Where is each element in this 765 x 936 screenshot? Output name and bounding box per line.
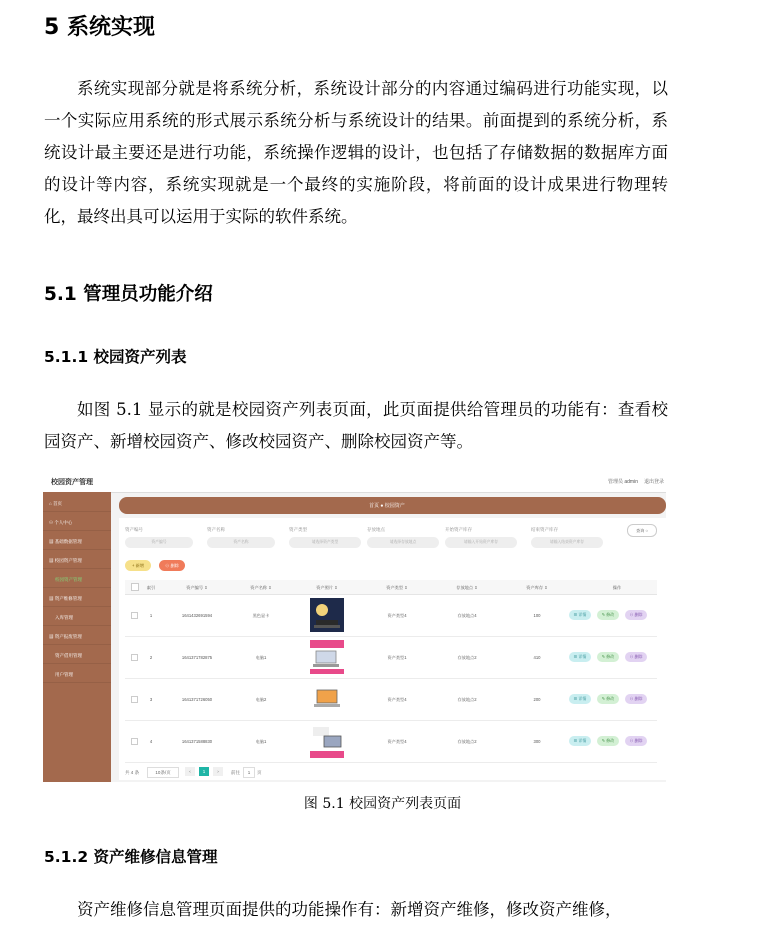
sidebar-subitem-stock-in[interactable]: 入库管理	[43, 609, 111, 626]
asset-photo	[310, 598, 344, 632]
next-page-button[interactable]: ›	[213, 767, 223, 776]
edit-button[interactable]: ✎ 修改	[597, 610, 619, 620]
filter-select-type[interactable]: 请选择资产类型	[289, 537, 361, 548]
sidebar-item-assets[interactable]: ▦ 校园资产管理	[43, 552, 111, 569]
grid-icon: ▦	[49, 539, 55, 544]
detail-button[interactable]: ☰ 详情	[569, 610, 591, 620]
row-type: 资产类型1	[387, 655, 407, 660]
add-button[interactable]: + 新增	[125, 560, 151, 571]
asset-photo	[310, 640, 344, 674]
row-index: 3	[149, 697, 153, 702]
app-title: 校园资产管理	[51, 479, 93, 486]
detail-button[interactable]: ☰ 详情	[569, 694, 591, 704]
row-checkbox[interactable]	[131, 612, 138, 619]
row-code: 1641371588830	[181, 739, 213, 744]
row-place: 存放地点4	[457, 613, 477, 618]
filter-select-place[interactable]: 请选择存放地点	[367, 537, 439, 548]
row-name: 电脑2	[255, 697, 267, 702]
home-icon: ⌂	[49, 501, 53, 506]
sidebar-item-base-data[interactable]: ▦ 基础数据管理	[43, 533, 111, 550]
sidebar-item-repair[interactable]: ▦ 资产维修管理	[43, 590, 111, 607]
delete-button[interactable]: ⊖ 删除	[625, 694, 647, 704]
search-button[interactable]: 查询 ○	[627, 524, 657, 537]
prev-page-button[interactable]: ‹	[185, 767, 195, 776]
row-index: 2	[149, 655, 153, 660]
asset-photo	[310, 682, 344, 716]
sidebar-subitem-borrow[interactable]: 资产借用管理	[43, 647, 111, 664]
grid-icon: ▦	[49, 558, 55, 563]
grid-icon: ▦	[49, 634, 55, 639]
sidebar-subitem-assets[interactable]: 校园资产管理	[43, 571, 111, 588]
row-name: 电脑1	[255, 655, 267, 660]
filter-label-code: 资产编号	[125, 527, 143, 532]
edit-button[interactable]: ✎ 修改	[597, 652, 619, 662]
sidebar	[43, 492, 111, 782]
col-header-photo[interactable]: 资产照片 ⇕	[316, 585, 338, 590]
edit-button[interactable]: ✎ 修改	[597, 736, 619, 746]
edit-button[interactable]: ✎ 修改	[597, 694, 619, 704]
section-heading-5: 5 系统实现	[44, 15, 155, 40]
row-name: 电脑1	[255, 739, 267, 744]
filter-input-code[interactable]: 资产编号	[125, 537, 193, 548]
col-header-code[interactable]: 资产编号 ⇕	[186, 585, 208, 590]
sidebar-item-home[interactable]: ⌂ 首页	[43, 495, 111, 512]
detail-button[interactable]: ☰ 详情	[569, 736, 591, 746]
logout-link[interactable]: 退出登录	[643, 479, 664, 485]
breadcrumb: 首页 ● 校园资产	[369, 503, 405, 509]
paragraph-5-1-1: 如图 5.1 显示的就是校园资产列表页面，此页面提供给管理员的功能有：查看校园资产、新增校园资产、修改校园资产、删除校园资产等。	[44, 400, 668, 451]
sidebar-subitem-users[interactable]: 用户管理	[43, 666, 111, 683]
delete-button[interactable]: ⊖ 删除	[625, 610, 647, 620]
delete-button[interactable]: ⊖ 删除	[625, 652, 647, 662]
content-card	[119, 518, 666, 780]
figure-caption: 图 5.1 校园资产列表页面	[303, 796, 462, 812]
col-header-index: 索引	[146, 585, 156, 590]
select-all-checkbox[interactable]	[131, 583, 139, 591]
filter-label-name: 资产名称	[207, 527, 225, 532]
row-name: 黑色显卡	[252, 613, 270, 618]
goto-unit: 页	[257, 770, 262, 775]
delete-button[interactable]: ⊖ 删除	[625, 736, 647, 746]
filter-input-stock-end[interactable]: 请输入结束资产库存	[531, 537, 603, 548]
grid-icon: ▦	[49, 596, 55, 601]
row-place: 存放地点2	[457, 655, 477, 660]
col-header-name[interactable]: 资产名称 ⇕	[250, 585, 272, 590]
row-type: 资产类型4	[387, 697, 407, 702]
sidebar-item-profile[interactable]: ⚇ 个人中心	[43, 514, 111, 531]
row-checkbox[interactable]	[131, 654, 138, 661]
row-stock: 100	[533, 613, 541, 618]
filter-input-name[interactable]: 资产名称	[207, 537, 275, 548]
user-label: 管理员 admin	[607, 479, 638, 485]
filter-label-stock-start: 开始资产库存	[445, 527, 472, 532]
asset-photo	[310, 724, 344, 758]
paragraph-5-1-2: 资产维修信息管理页面提供的功能操作有：新增资产维修，修改资产维修，	[77, 900, 622, 919]
row-checkbox[interactable]	[131, 696, 138, 703]
row-index: 1	[149, 613, 153, 618]
breadcrumb-banner	[119, 497, 666, 514]
page-number-current[interactable]: 1	[199, 767, 209, 776]
col-header-stock[interactable]: 资产库存 ⇕	[526, 585, 548, 590]
sidebar-item-scrap[interactable]: ▦ 资产报废管理	[43, 628, 111, 645]
row-stock: 300	[533, 739, 541, 744]
row-place: 存放地点2	[457, 697, 477, 702]
row-checkbox[interactable]	[131, 738, 138, 745]
row-type: 资产类型4	[387, 613, 407, 618]
batch-delete-button[interactable]: ⊖ 删除	[159, 560, 185, 571]
intro-paragraph: 系统实现部分就是将系统分析，系统设计部分的内容通过编码进行功能实现，以一个实际应用系统的形式展示系统分析与系统设计的结果。前面提到的系统分析，系统设计最主要还是进行功能，系统操作逻辑的设计，也包括了存储数据的数据库方面的设计等内容，系统实现就是一个最终的实施阶段，将前面的设计成果进行物理转化，最终出具可以运用于实际的软件系统。	[44, 79, 668, 226]
filter-input-stock-start[interactable]: 请输入开始资产库存	[445, 537, 517, 548]
row-code: 1641371782875	[181, 655, 213, 660]
app-topbar	[43, 472, 666, 493]
col-header-type[interactable]: 资产类型 ⇕	[386, 585, 408, 590]
row-stock: 200	[533, 697, 541, 702]
section-heading-5-1: 5.1 管理员功能介绍	[44, 284, 213, 305]
figure-screenshot	[43, 472, 666, 782]
row-type: 资产类型4	[387, 739, 407, 744]
filter-label-type: 资产类型	[289, 527, 307, 532]
row-code: 1641371726050	[181, 697, 213, 702]
goto-page-input[interactable]: 1	[243, 767, 255, 778]
row-place: 存放地点2	[457, 739, 477, 744]
col-header-actions: 操作	[612, 585, 622, 590]
col-header-place[interactable]: 存放地点 ⇕	[456, 585, 478, 590]
filter-label-stock-end: 结束资产库存	[531, 527, 558, 532]
user-icon: ⚇	[49, 520, 55, 525]
page-size-select[interactable]: 10条/页	[147, 767, 179, 778]
row-index: 4	[149, 739, 153, 744]
pagination-total: 共 4 条	[125, 770, 140, 775]
row-stock: 410	[533, 655, 541, 660]
goto-label: 前往	[231, 770, 240, 775]
section-heading-5-1-2: 5.1.2 资产维修信息管理	[44, 848, 218, 866]
detail-button[interactable]: ☰ 详情	[569, 652, 591, 662]
row-code: 1641432691594	[181, 613, 213, 618]
section-heading-5-1-1: 5.1.1 校园资产列表	[44, 348, 187, 366]
filter-label-place: 存放地点	[367, 527, 385, 532]
